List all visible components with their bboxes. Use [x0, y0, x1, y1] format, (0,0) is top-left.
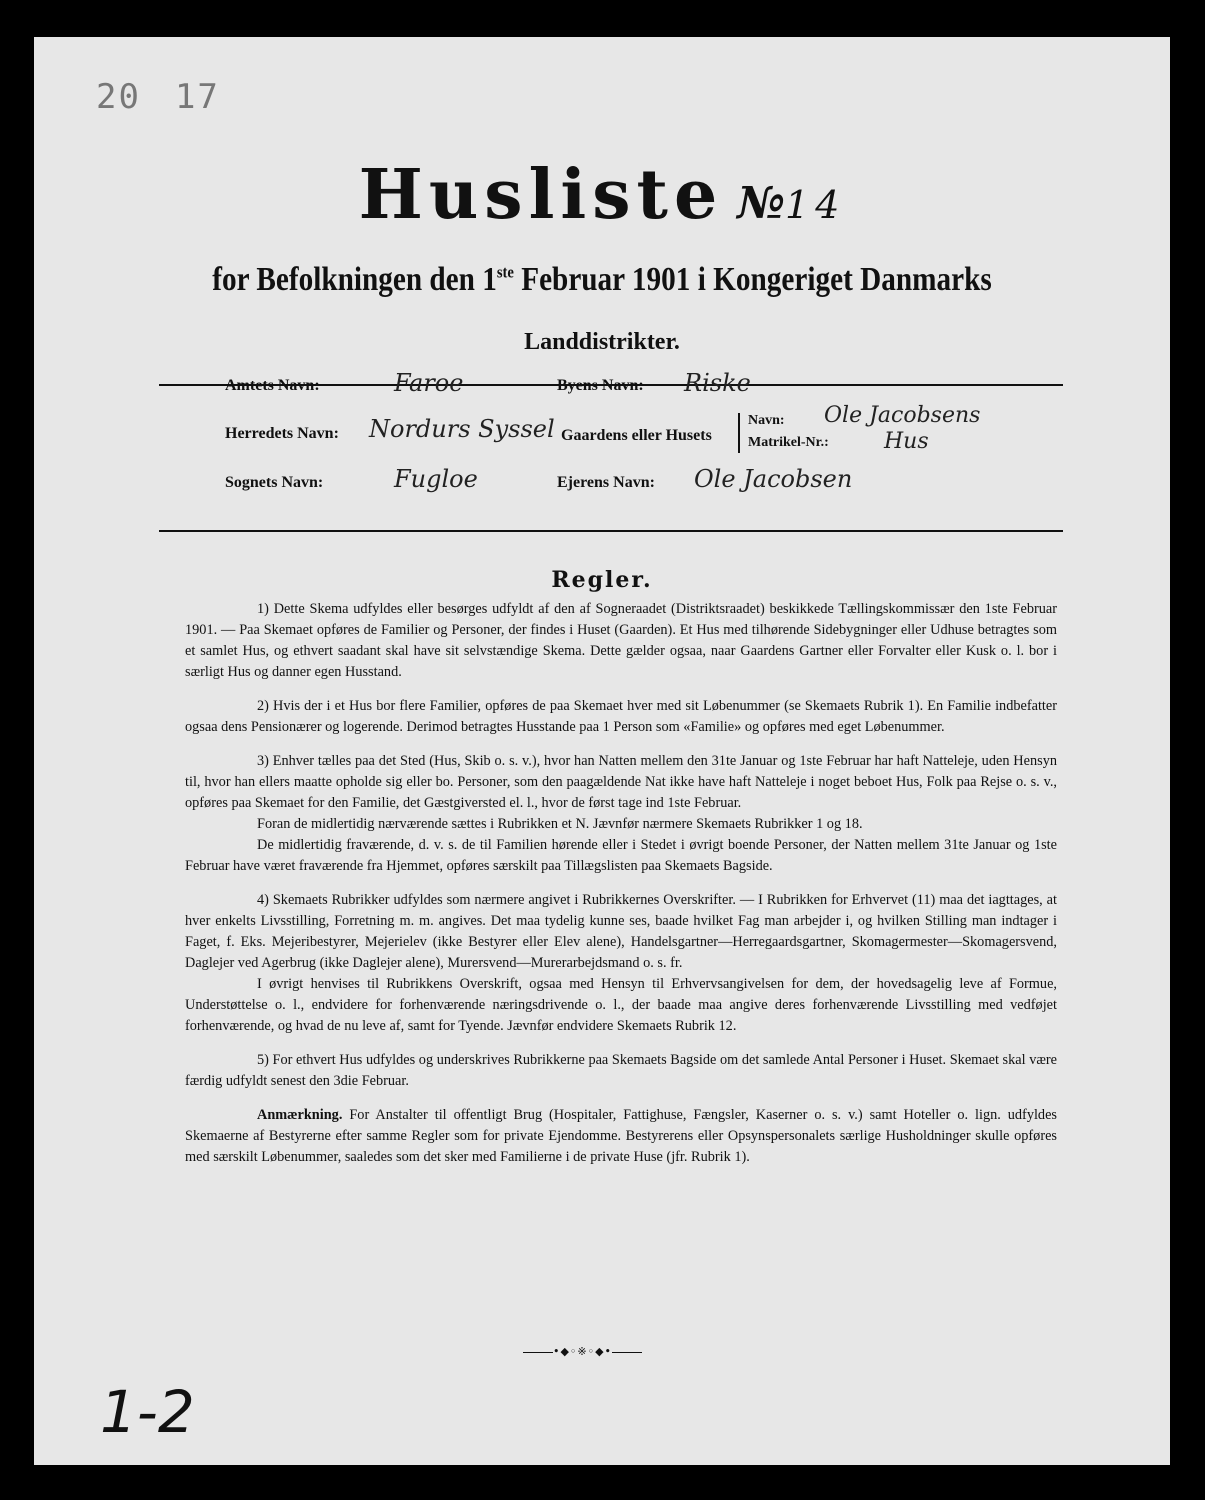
stamp-right-number: 17 [174, 77, 220, 117]
rule-3c: De midlertidig fraværende, d. v. s. de til Familien hørende eller i Stedet i øvrigt boende Personer, der Natten mellem 31te Januar og 1ste Februar have været fraværende fra Hjemmet, opføres særskilt paa Tillægslisten paa Skemaets Bagside. [185, 837, 1057, 874]
rule-2: 2) Hvis der i et Hus bor flere Familier, opføres de paa Skemaet hver med sit Løbenummer (se Skemaets Rubrik 1). En Familie indbefatter ogsaa dens Pensionærer og logerende. Derimod betragtes Husstande paa 1 Person som «Familie» og opføres med eget Løbenummer. [185, 698, 1057, 735]
herred-label: Herredets Navn: [225, 425, 339, 442]
amt-value: Faroe [394, 369, 464, 397]
brace [738, 413, 743, 453]
rule-1: 1) Dette Skema udfyldes eller besørges udfyldt af den af Sogneraadet (Distriktsraadet) beskikkede Tællingskommissær den 1ste Februar 1901. — Paa Skemaet opføres de Familier og Personer, der findes i Huset (Gaarden). Et Hus med tilhørende Sidebygninger eller Udhuse betragtes som et samlet Hus, og ethvert saadant skal have sit selvstændige Skema. Dette gælder ogsaa, naar Gaardens Gartner eller Forvalter eller Kusk o. l. bor i særligt Hus og danner egen Husstand. [185, 601, 1057, 680]
handwritten-house-number: 14 [785, 183, 846, 227]
rules-text [185, 599, 1057, 1181]
subtitle-landdistrikter: Landdistrikter. [524, 329, 680, 355]
sogn-value: Fugloe [394, 465, 478, 493]
note-label: Anmærkning. [257, 1107, 343, 1123]
navn-value: Ole Jacobsens [824, 403, 981, 428]
ejer-label: Ejerens Navn: [557, 474, 655, 491]
archive-stamp [96, 77, 220, 117]
note [185, 1105, 1057, 1168]
matrikel-label: Matrikel-Nr.: [748, 435, 829, 450]
title-text: Husliste [358, 155, 724, 235]
by-label: Byens Navn: [557, 377, 644, 394]
herred-value: Nordurs Syssel [369, 415, 555, 443]
navn-label: Navn: [748, 413, 785, 428]
page-title [34, 155, 1170, 235]
note-text: For Anstalter til offentligt Brug (Hospitaler, Fattighuse, Fængsler, Kaserner o. s. v.) samt Hoteller o. lign. udfyldes Skemaerne af Bestyrerne efter samme Regler som for private Ejendomme. Bestyrerens eller Opsynspersonalets særlige Husholdninger skulle opføres med særskilt Løbenummer, saaledes som det sker med Familierne i de private Huse (jfr. Rubrik 1). [185, 1107, 1057, 1165]
matrikel-value: Hus [884, 429, 929, 454]
number-label: № [737, 178, 786, 229]
sogn-label: Sognets Navn: [225, 474, 324, 491]
rules-heading: Regler. [551, 567, 653, 593]
rule-3b: Foran de midlertidig nærværende sættes i Rubrikken et N. Jævnfør nærmere Skemaets Rubrikker 1 og 18. [257, 816, 863, 832]
ornament-glyphs: •◆◦※◦◆• [552, 1345, 613, 1358]
handwritten-page-marker: 1-2 [100, 1378, 195, 1446]
rule-5: 5) For ethvert Hus udfyldes og underskrives Rubrikkerne paa Skemaets Bagside om det samlede Antal Personer i Huset. Skemaet skal være færdig udfyldt senest den 3die Februar. [185, 1052, 1057, 1089]
rule-3a: 3) Enhver tælles paa det Sted (Hus, Skib o. s. v.), hvor han Natten mellem den 31te Januar og 1ste Februar har haft Natteleje, uden Hensyn til, hvor han ellers maatte opholde sig eller bo. Personer, som den paagældende Nat ikke have haft Natteleje i noget beboet Hus, Folk paa Rejse o. s. v., opføres paa Skemaet for den Familie, det Gæstgiversted el. l., hvor de først tage ind 1ste Februar. [185, 753, 1057, 811]
by-value: Riske [684, 369, 751, 397]
divider-bottom [159, 530, 1063, 532]
subtitle [114, 261, 1091, 299]
ejer-value: Ole Jacobsen [694, 465, 853, 493]
amt-label: Amtets Navn: [225, 377, 320, 394]
gaard-label: Gaardens eller Husets [561, 427, 712, 444]
ornament [510, 1345, 655, 1358]
stamp-left-number: 20 [96, 77, 141, 117]
rule-4b: I øvrigt henvises til Rubrikkens Overskrift, ogsaa med Hensyn til Erhvervsangivelsen for dem, der hovedsagelig leve af Formue, Understøttelse o. l., endvidere for forhenværende næringsdrivende o. l., der baade maa angive deres forhenværende Livsstilling med vedføjet forhenværende, og hvad de nu leve af, samt for Tyende. Jævnfør endvidere Skemaets Rubrik 12. [185, 976, 1057, 1034]
census-form-page [34, 37, 1170, 1465]
subtitle-part-2: Februar 1901 i Kongeriget Danmarks [513, 261, 992, 298]
subtitle-superscript: ste [496, 262, 514, 282]
rule-4a: 4) Skemaets Rubrikker udfyldes som nærmere angivet i Rubrikkernes Overskrifter. — I Rubrikken for Erhvervet (11) maa det iagttages, at hver enkelts Livsstilling, Forretning m. m. angives. Det maa tydelig kunne ses, baade hvilket Fag man arbejder i, og hvilken Stilling man indtager i Faget, f. Eks. Mejeribestyrer, Mejerielev (ikke Bestyrer eller Elev alene), Handelsgartner—Herregaardsgartner, Skomagermester—Skomagersvend, Daglejer ved Agerbrug (ikke Daglejer alene), Murersvend—Murerarbejdsmand o. s. fr. [185, 892, 1057, 971]
subtitle-part-1: for Befolkningen den 1 [212, 261, 497, 298]
